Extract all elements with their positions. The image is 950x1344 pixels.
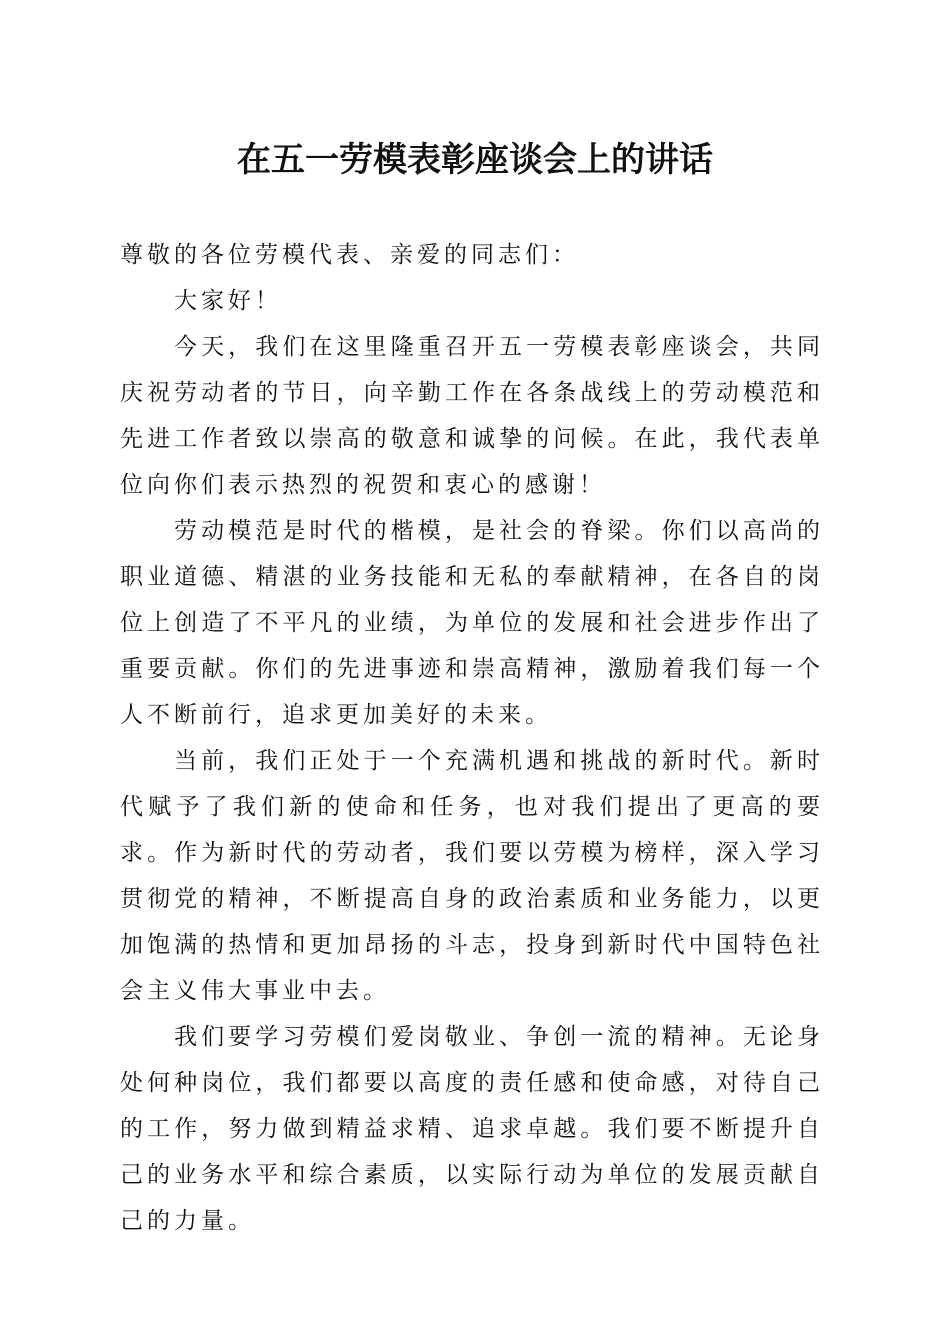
document-body [120,232,824,1244]
salutation: 尊敬的各位劳模代表、亲爱的同志们： [120,242,579,268]
paragraph-learning: 我们要学习劳模们爱岗敬业、争创一流的精神。无论身处何种岗位，我们都要以高度的责任感和使命感，对待自己的工作，努力做到精益求精、追求卓越。我们要不断提升自己的业务水平和综合素质，以实际行动为单位的发展贡献自己的力量。 [120,1024,824,1234]
paragraph-greeting: 大家好！ [174,288,282,314]
paragraph-opening: 今天，我们在这里隆重召开五一劳模表彰座谈会，共同庆祝劳动者的节日，向辛勤工作在各条战线上的劳动模范和先进工作者致以崇高的敬意和诚挚的问候。在此，我代表单位向你们表示热烈的祝贺和衷心的感谢！ [120,334,824,498]
paragraph-new-era: 当前，我们正处于一个充满机遇和挑战的新时代。新时代赋予了我们新的使命和任务，也对我们提出了更高的要求。作为新时代的劳动者，我们要以劳模为榜样，深入学习贯彻党的精神，不断提高自身的政治素质和业务能力，以更加饱满的热情和更加昂扬的斗志，投身到新时代中国特色社会主义伟大事业中去。 [120,748,824,1004]
paragraph-model-workers: 劳动模范是时代的楷模，是社会的脊梁。你们以高尚的职业道德、精湛的业务技能和无私的奉献精神，在各自的岗位上创造了不平凡的业绩，为单位的发展和社会进步作出了重要贡献。你们的先进事迹和崇高精神，激励着我们每一个人不断前行，追求更加美好的未来。 [120,518,824,728]
page-title: 在五一劳模表彰座谈会上的讲话 [237,140,713,180]
